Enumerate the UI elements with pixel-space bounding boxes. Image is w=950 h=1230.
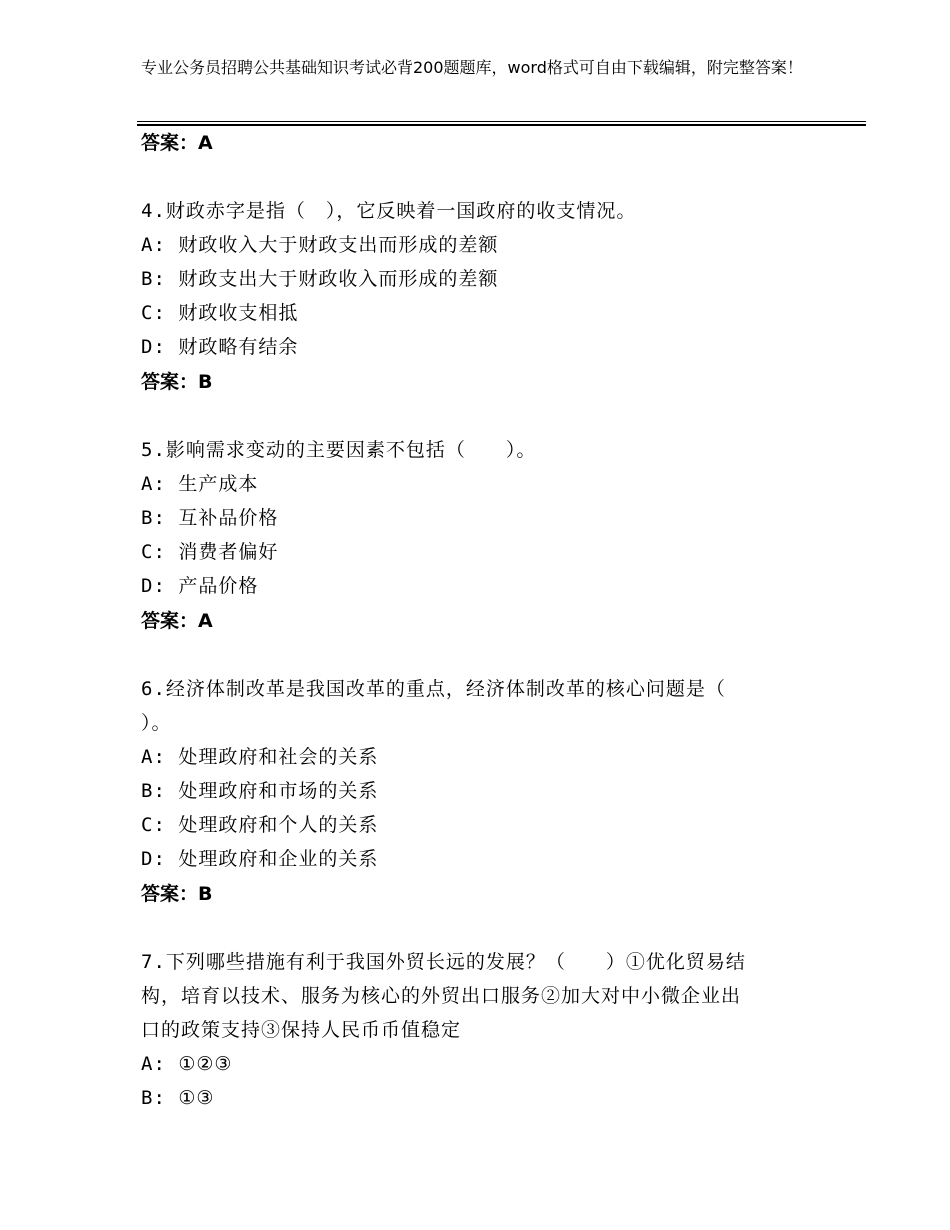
question-stem-cont: ）。 <box>141 712 172 734</box>
question-stem-cont: 构，培育以技术、服务为核心的外贸出口服务②加大对中小微企业出 <box>141 985 742 1007</box>
option-d: D: 处理政府和企业的关系 <box>141 848 379 870</box>
answer-line: 答案：A <box>141 610 213 632</box>
option-a: A: 处理政府和社会的关系 <box>141 746 379 768</box>
option-c: C: 处理政府和个人的关系 <box>141 814 379 836</box>
header-rule-thin <box>137 121 866 122</box>
option-a: A: 财政收入大于财政支出而形成的差额 <box>141 234 499 256</box>
option-c: C: 消费者偏好 <box>141 541 279 563</box>
question-stem: 7.下列哪些措施有利于我国外贸长远的发展？（ ）①优化贸易结 <box>141 951 746 973</box>
option-d: D: 财政略有结余 <box>141 336 299 358</box>
option-d: D: 产品价格 <box>141 575 259 597</box>
option-b: B: 财政支出大于财政收入而形成的差额 <box>141 268 499 290</box>
option-b: B: 处理政府和市场的关系 <box>141 780 379 802</box>
option-a: A: ①②③ <box>141 1053 233 1075</box>
question-stem-cont: 口的政策支持③保持人民币币值稳定 <box>141 1019 462 1041</box>
question-stem: 6.经济体制改革是我国改革的重点，经济体制改革的核心问题是（ <box>141 678 726 700</box>
page-header: 专业公务员招聘公共基础知识考试必背200题题库，word格式可自由下载编辑，附完整答案！ <box>141 58 803 77</box>
question-stem: 4.财政赤字是指（ ），它反映着一国政府的收支情况。 <box>141 200 637 222</box>
answer-line: 答案：B <box>141 371 213 393</box>
option-c: C: 财政收支相抵 <box>141 302 299 324</box>
answer-line: 答案：B <box>141 883 213 905</box>
question-stem: 5.影响需求变动的主要因素不包括（ ）。 <box>141 439 537 461</box>
option-a: A: 生产成本 <box>141 473 259 495</box>
option-b: B: 互补品价格 <box>141 507 279 529</box>
header-rule-thick <box>137 124 866 126</box>
answer-line: 答案：A <box>141 132 213 154</box>
option-b: B: ①③ <box>141 1087 215 1109</box>
